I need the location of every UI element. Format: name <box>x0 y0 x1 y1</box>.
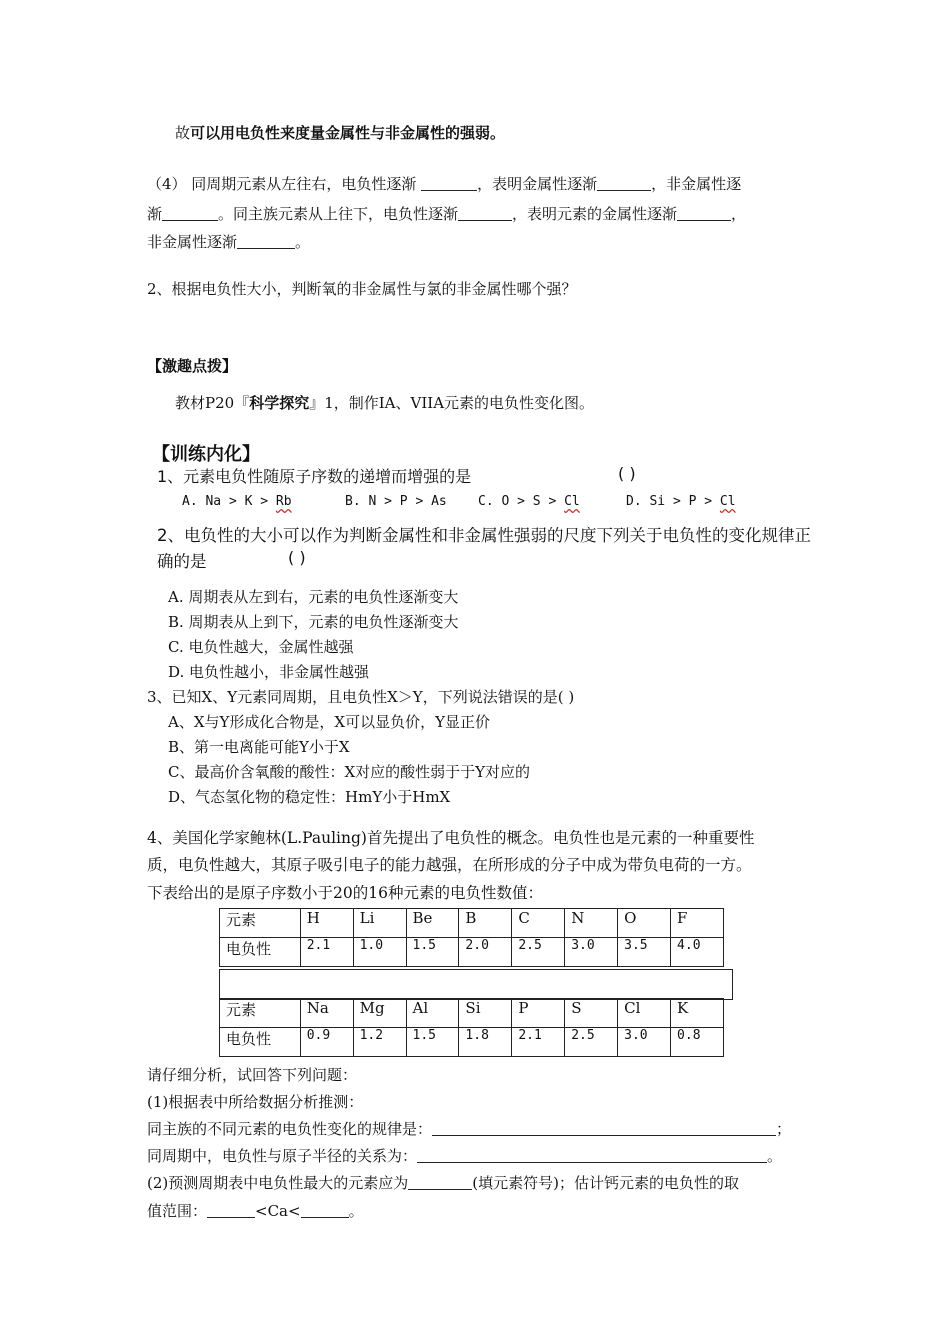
t-q3-option-c[interactable]: C、最高价含氧酸的酸性：X对应的酸性弱于于Y对应的 <box>168 763 531 781</box>
t-q2-stem-line-2: 确的是 <box>157 552 207 571</box>
answer-blank[interactable] <box>408 1175 472 1190</box>
table-cell: Si <box>459 999 512 1028</box>
table-cell: H <box>300 909 353 938</box>
table-cell: 元素 <box>220 999 301 1028</box>
table-cell: Al <box>406 999 459 1028</box>
table-row <box>220 999 724 1028</box>
t-q1-option-b[interactable]: B. N > P > As <box>345 494 447 509</box>
t-q1-option-d[interactable]: D. Si > P > Cl <box>626 494 736 509</box>
t-q2-option-c[interactable]: C. 电负性越大，金属性越强 <box>168 638 354 656</box>
table-cell: Na <box>300 999 353 1028</box>
t-q4-after-line-6: 值范围： <Ca< 。 <box>147 1202 364 1220</box>
answer-blank[interactable] <box>421 176 477 191</box>
t-q4-intro-line-2: 质，电负性越大，其原子吸引电子的能力越强，在所形成的分子中成为带负电荷的一方。 <box>147 856 752 874</box>
table-cell: 1.0 <box>353 938 406 967</box>
electronegativity-table-bottom <box>219 998 724 1057</box>
interest-heading: 【激趣点拨】 <box>147 357 238 375</box>
training-heading: 【训练内化】 <box>152 444 260 465</box>
intro-bold-text: 可以用电负性来度量金属性与非金属性的强弱。 <box>190 124 506 142</box>
table-cell: 0.9 <box>300 1028 353 1057</box>
q4-fill-line-2: 渐 。同主族元素从上往下，电负性逐渐 ，表明元素的金属性逐渐 ， <box>147 205 747 223</box>
table-cell: 4.0 <box>671 938 724 967</box>
table-cell: N <box>565 909 618 938</box>
t-q1-paren[interactable]: ( ) <box>618 464 636 483</box>
t-q1-option-a[interactable]: A. Na > K > Rb <box>182 494 292 509</box>
t-q3-stem: 3、已知X、Y元素同周期，且电负性X＞Y，下列说法错误的是( ) <box>147 688 575 706</box>
t-q4-after-line-4: 同周期中，电负性与原子半径的关系为： 。 <box>147 1147 783 1165</box>
t-q2-option-b[interactable]: B. 周期表从上到下，元素的电负性逐渐变大 <box>168 613 459 631</box>
table-cell: 1.2 <box>353 1028 406 1057</box>
table-cell: 2.0 <box>459 938 512 967</box>
t-q4-after-line-1: 请仔细分析，试回答下列问题： <box>147 1066 358 1084</box>
table-cell: 3.5 <box>618 938 671 967</box>
table-cell: K <box>671 999 724 1028</box>
interest-text: 教材P20『科学探究』1，制作IA、VIIA元素的电负性变化图。 <box>175 394 595 412</box>
t-q4-after-line-5: (2)预测周期表中电负性最大的元素应为 (填元素符号)；估计钙元素的电负性的取 <box>147 1174 739 1192</box>
t-q4-intro-line-1: 4、美国化学家鲍林(L.Pauling)首先提出了电负性的概念。电负性也是元素的一种重要性 <box>147 829 755 847</box>
t-q1-option-c[interactable]: C. O > S > Cl <box>478 494 580 509</box>
table-cell: 1.5 <box>406 938 459 967</box>
table-cell: Cl <box>618 999 671 1028</box>
table-cell: 2.5 <box>565 1028 618 1057</box>
t-q2-paren[interactable]: ( ) <box>288 548 306 567</box>
electronegativity-table-top <box>219 908 724 967</box>
q4-fill-line-3: 非金属性逐渐 。 <box>147 233 311 251</box>
table-cell: C <box>512 909 565 938</box>
table-cell: P <box>512 999 565 1028</box>
table-row <box>220 909 724 938</box>
table-cell: 2.5 <box>512 938 565 967</box>
answer-blank[interactable] <box>597 176 651 191</box>
answer-blank[interactable] <box>207 1203 255 1218</box>
answer-blank[interactable] <box>301 1203 349 1218</box>
t-q3-option-b[interactable]: B、第一电离能可能Y小于X <box>168 738 350 756</box>
t-q2-option-a[interactable]: A. 周期表从左到右，元素的电负性逐渐变大 <box>168 588 459 606</box>
table-cell: 3.0 <box>618 1028 671 1057</box>
t-q3-option-d[interactable]: D、气态氢化物的稳定性：HmY小于HmX <box>168 788 451 806</box>
table-cell: Li <box>353 909 406 938</box>
t-q2-option-d[interactable]: D. 电负性越小，非金属性越强 <box>168 663 370 681</box>
t-q4-after-line-2: (1)根据表中所给数据分析推测： <box>147 1093 364 1111</box>
table-cell: 2.1 <box>300 938 353 967</box>
t-q4-intro-line-3: 下表给出的是原子序数小于20的16种元素的电负性数值： <box>147 884 543 902</box>
table-cell: 电负性 <box>220 1028 301 1057</box>
table-cell: 元素 <box>220 909 301 938</box>
t-q1-stem: 1、元素电负性随原子序数的递增而增强的是 <box>157 467 472 486</box>
answer-blank[interactable] <box>432 1121 776 1136</box>
t-q4-after-line-3: 同主族的不同元素的电负性变化的规律是： ； <box>147 1120 792 1138</box>
table-row <box>220 1028 724 1057</box>
answer-blank[interactable] <box>417 1148 767 1163</box>
table-cell: Be <box>406 909 459 938</box>
t-q2-stem-line-1: 2、电负性的大小可以作为判断金属性和非金属性强弱的尺度下列关于电负性的变化规律正 <box>157 526 811 545</box>
table-row <box>220 938 724 967</box>
table-cell: 3.0 <box>565 938 618 967</box>
t-q3-option-a[interactable]: A、X与Y形成化合物是，X可以显负价，Y显正价 <box>168 713 490 731</box>
table-cell: Mg <box>353 999 406 1028</box>
q2-compare-question: 2、根据电负性大小，判断氧的非金属性与氯的非金属性哪个强？ <box>147 280 577 298</box>
answer-blank[interactable] <box>237 234 295 249</box>
table-cell: S <box>565 999 618 1028</box>
table-cell: 电负性 <box>220 938 301 967</box>
table-cell: 2.1 <box>512 1028 565 1057</box>
table-cell: F <box>671 909 724 938</box>
table-cell: O <box>618 909 671 938</box>
q4-fill-line-1: （4） 同周期元素从左往右，电负性逐渐 ，表明金属性逐渐 ，非金属性逐 <box>147 175 742 193</box>
table-cell: B <box>459 909 512 938</box>
table-cell: 0.8 <box>671 1028 724 1057</box>
intro-sentence: 故可以用电负性来度量金属性与非金属性的强弱。 <box>175 124 506 142</box>
table-spacer-row <box>219 969 733 1000</box>
answer-blank[interactable] <box>677 206 731 221</box>
table-cell: 1.8 <box>459 1028 512 1057</box>
table-cell: 1.5 <box>406 1028 459 1057</box>
answer-blank[interactable] <box>162 206 218 221</box>
answer-blank[interactable] <box>458 206 512 221</box>
